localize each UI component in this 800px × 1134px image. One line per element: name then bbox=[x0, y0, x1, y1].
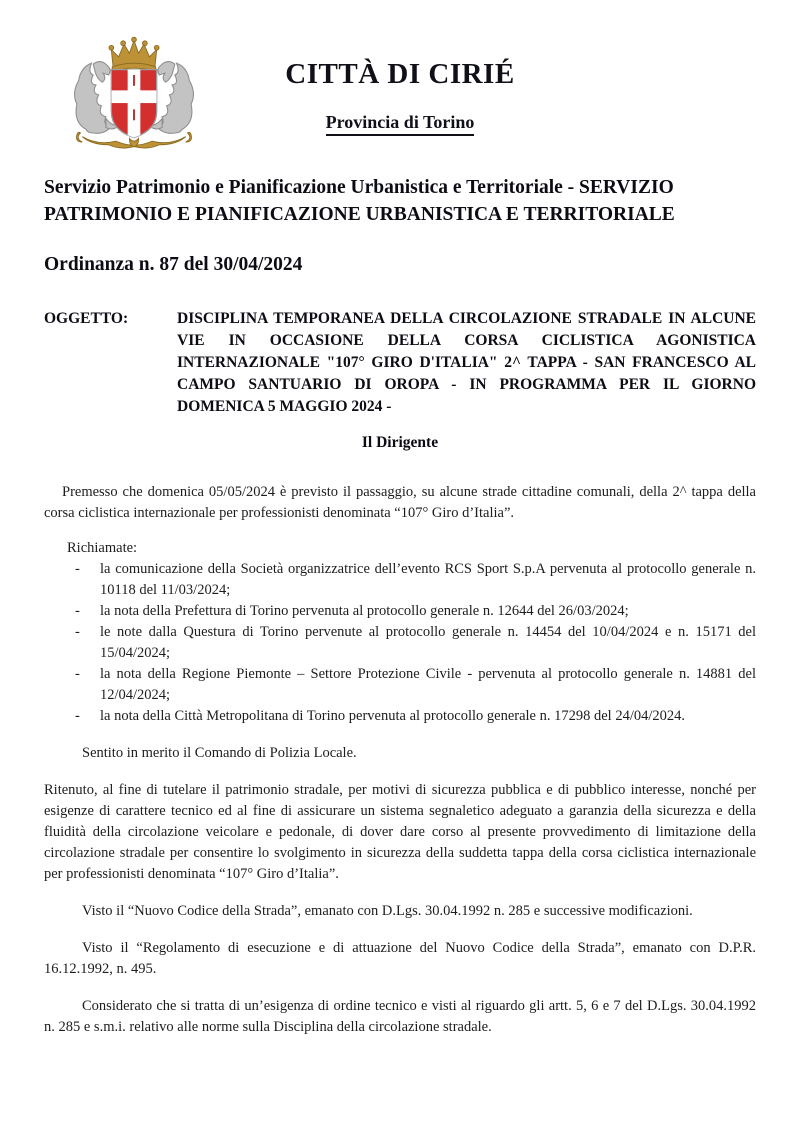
richiamate-list-item: - la nota della Città Metropolitana di Torino pervenuta al protocollo generale n. 17298 del 24/04/2024. bbox=[44, 706, 756, 727]
document-header bbox=[44, 0, 756, 160]
signatory-title: Il Dirigente bbox=[361, 434, 439, 451]
ordinance-heading: Ordinanza n. 87 del 30/04/2024 bbox=[44, 254, 303, 275]
paragraph-visto-regolamento: Visto il “Regolamento di esecuzione e di attuazione del Nuovo Codice della Strada”, emanato con D.P.R. 16.12.1992, n. 495. bbox=[44, 940, 756, 977]
richiamate-list-item: - la nota della Prefettura di Torino pervenuta al protocollo generale n. 12644 del 26/03/2024; bbox=[44, 601, 756, 622]
province-subtitle: Provincia di Torino bbox=[326, 112, 475, 136]
richiamate-list bbox=[44, 559, 756, 727]
richiamate-list-item: - la comunicazione della Società organizzatrice dell’evento RCS Sport S.p.A pervenuta al protocollo generale n. 10118 del 11/03/2024; bbox=[44, 559, 756, 601]
city-title: CITTÀ DI CIRIÉ bbox=[285, 58, 515, 90]
subject-label: OGGETTO: bbox=[44, 310, 129, 327]
paragraph-sentito: Sentito in merito il Comando di Polizia Locale. bbox=[82, 745, 357, 761]
department-heading: Servizio Patrimonio e Pianificazione Urbanistica e Territoriale - SERVIZIO PATRIMONIO E PIANIFICAZIONE URBANISTICA E TERRITORIALE bbox=[44, 177, 675, 225]
richiamate-list-item: - le note dalla Questura di Torino pervenute al protocollo generale n. 14454 del 10/04/2024 e n. 15171 del 15/04/2024; bbox=[44, 622, 756, 664]
richiamate-list-item: - la nota della Regione Piemonte – Settore Protezione Civile - pervenuta al protocollo generale n. 14881 del 12/04/2024; bbox=[44, 664, 756, 706]
paragraph-visto-codice-strada: Visto il “Nuovo Codice della Strada”, emanato con D.Lgs. 30.04.1992 n. 285 e successive modificazioni. bbox=[82, 903, 693, 919]
paragraph-considerato: Considerato che si tratta di un’esigenza di ordine tecnico e visti al riguardo gli artt. 5, 6 e 7 del D.Lgs. 30.04.1992 n. 285 e s.m.i. relativo alle norme sulla Disciplina della circolazione stradale. bbox=[44, 998, 756, 1035]
richiamate-label: Richiamate: bbox=[67, 540, 138, 556]
subject-text: DISCIPLINA TEMPORANEA DELLA CIRCOLAZIONE STRADALE IN ALCUNE VIE IN OCCASIONE DELLA CORSA CICLISTICA AGONISTICA INTERNAZIONALE "107° GIRO D'ITALIA" 2^ TAPPA - SAN FRANCESCO AL CAMPO SANTUARIO DI OROPA - IN PROGRAMMA PER IL GIORNO DOMENICA 5 MAGGIO 2024 - bbox=[177, 310, 756, 415]
paragraph-premesso: Premesso che domenica 05/05/2024 è previsto il passaggio, su alcune strade cittadine comunali, della 2^ tappa della corsa ciclistica internazionale per professionisti denominata “107° Giro d’Italia”. bbox=[44, 484, 756, 521]
subject-section bbox=[44, 308, 756, 418]
document-body bbox=[44, 482, 756, 1038]
paragraph-ritenuto: Ritenuto, al fine di tutelare il patrimonio stradale, per motivi di sicurezza pubblica e di pubblico interesse, nonché per esigenze di carattere tecnico ed al fine di assicurare un sistema segnaletico adeguato a garanzia della sicurezza e della fluidità della circolazione veicolare e pedonale, di dover dare corso al presente provvedimento di limitazione della circolazione stradale per consentire lo svolgimento in sicurezza della suddetta tappa della corsa ciclistica internazionale per professionisti denominata “107° Giro d’Italia”. bbox=[44, 782, 756, 882]
